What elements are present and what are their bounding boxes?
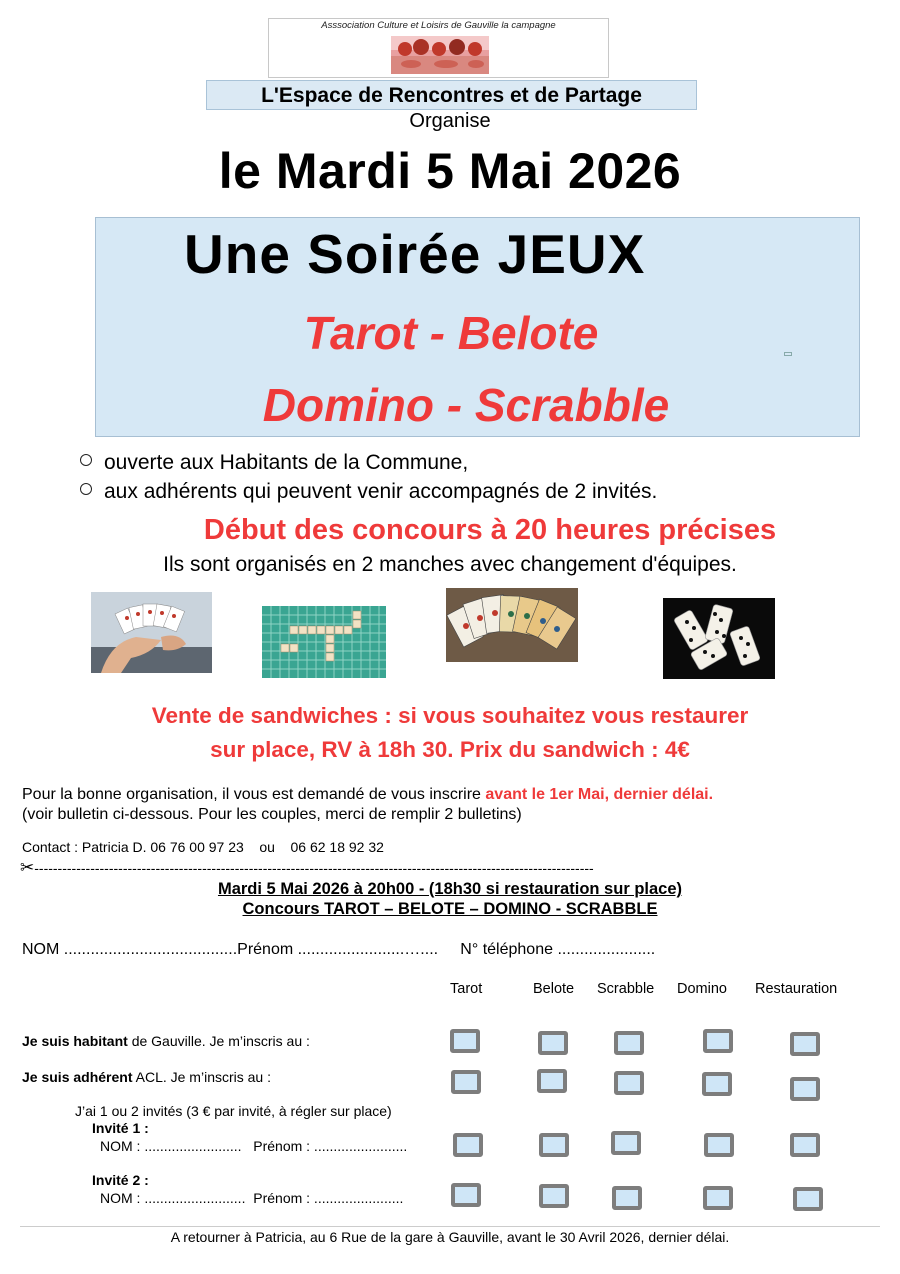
checkbox-habitant-domino[interactable] xyxy=(703,1029,733,1053)
bullet-text: ouverte aux Habitants de la Commune, xyxy=(104,451,469,474)
bullet-text: aux adhérents qui peuvent venir accompagnés de 2 invités. xyxy=(104,480,658,503)
contact-line: Contact : Patricia D. 06 76 00 97 23 ou 06 62 18 92 32 xyxy=(22,839,384,855)
adherent-rest: ACL. Je m’inscris au : xyxy=(132,1069,271,1085)
invites-note: J’ai 1 ou 2 invités (3 € par invité, à régler sur place) xyxy=(75,1103,392,1119)
column-domino: Domino xyxy=(677,981,727,997)
manches-text: Ils sont organisés en 2 manches avec changement d'équipes. xyxy=(163,553,737,576)
checkbox-habitant-scrabble[interactable] xyxy=(614,1031,644,1055)
adherent-line xyxy=(22,1069,271,1085)
dominoes-photo xyxy=(663,598,775,679)
checkbox-habitant-belote[interactable] xyxy=(538,1031,568,1055)
vente-line-1: Vente de sandwiches : si vous souhaitez vous restaurer xyxy=(151,703,749,728)
tarot-cards-photo xyxy=(446,588,578,662)
invite2-fields: NOM : .......................... Prénom : ....................... xyxy=(100,1190,404,1206)
column-tarot: Tarot xyxy=(450,981,483,997)
banner-marker xyxy=(784,352,792,356)
dashes: ------------------------------------------------------------------------------------------------------------------------ xyxy=(34,860,594,876)
checkbox-invite2-belote[interactable] xyxy=(539,1184,569,1208)
bullet-habitants xyxy=(80,451,468,475)
event-date-title: le Mardi 5 Mai 2026 xyxy=(218,143,682,199)
checkbox-adherent-restauration[interactable] xyxy=(790,1077,820,1101)
bullet-circle-icon xyxy=(80,454,92,466)
bullet-circle-icon xyxy=(80,483,92,495)
association-name: Asssociation Culture et Loisirs de Gauville la campagne xyxy=(321,20,556,31)
inscription-deadline: avant le 1er Mai, dernier délai. xyxy=(485,786,714,803)
inscription-text xyxy=(22,786,713,804)
habitant-bold: Je suis habitant xyxy=(22,1033,128,1049)
cut-line xyxy=(20,858,780,878)
checkbox-invite2-tarot[interactable] xyxy=(451,1183,481,1207)
checkbox-habitant-tarot[interactable] xyxy=(450,1029,480,1053)
bullet-adherents xyxy=(80,480,657,504)
organise-text: Organise xyxy=(409,110,491,132)
checkbox-invite1-restauration[interactable] xyxy=(790,1133,820,1157)
card-hand-photo xyxy=(91,592,212,673)
habitant-rest: de Gauville. Je m’inscris au : xyxy=(127,1033,310,1049)
invite1-fields: NOM : ......................... Prénom : ........................ xyxy=(100,1138,408,1154)
inscription-main: Pour la bonne organisation, il vous est demandé de vous inscrire xyxy=(22,786,486,803)
games-line-1: Tarot - Belote xyxy=(303,307,599,359)
checkbox-adherent-tarot[interactable] xyxy=(451,1070,481,1094)
debut-concours: Début des concours à 20 heures précises xyxy=(203,514,777,546)
event-banner xyxy=(95,217,860,437)
checkbox-invite1-domino[interactable] xyxy=(704,1133,734,1157)
scissors-icon: ✂ xyxy=(20,858,35,877)
checkbox-invite1-scrabble[interactable] xyxy=(611,1131,641,1155)
column-scrabble: Scrabble xyxy=(597,981,655,997)
checkbox-habitant-restauration[interactable] xyxy=(790,1032,820,1056)
checkbox-adherent-scrabble[interactable] xyxy=(614,1071,644,1095)
association-header xyxy=(268,18,609,78)
invite2-label: Invité 2 : xyxy=(92,1172,149,1188)
games-line-2: Domino - Scrabble xyxy=(262,379,670,431)
association-logo xyxy=(391,36,489,74)
checkbox-invite2-restauration[interactable] xyxy=(793,1187,823,1211)
column-restauration: Restauration xyxy=(755,981,838,997)
invite1-label: Invité 1 : xyxy=(92,1120,149,1136)
column-belote: Belote xyxy=(533,981,575,997)
nom-prenom-telephone-line: NOM .......................................Prénom ........................….... N° téléphone ...................... xyxy=(22,941,656,958)
banner-title: Une Soirée JEUX xyxy=(184,223,646,285)
form-title-date: Mardi 5 Mai 2026 à 20h00 - (18h30 si restauration sur place) xyxy=(217,880,683,898)
checkbox-invite2-scrabble[interactable] xyxy=(612,1186,642,1210)
footer-return-address: A retourner à Patricia, au 6 Rue de la gare à Gauville, avant le 30 Avril 2026, dernier délai. xyxy=(170,1229,730,1245)
scrabble-board-photo xyxy=(262,606,386,678)
checkbox-invite1-belote[interactable] xyxy=(539,1133,569,1157)
checkbox-adherent-belote[interactable] xyxy=(537,1069,567,1093)
checkbox-invite2-domino[interactable] xyxy=(703,1186,733,1210)
checkbox-adherent-domino[interactable] xyxy=(702,1072,732,1096)
espace-title: L'Espace de Rencontres et de Partage xyxy=(206,80,697,110)
footer-divider xyxy=(20,1226,880,1227)
inscription-note: (voir bulletin ci-dessous. Pour les couples, merci de remplir 2 bulletins) xyxy=(22,806,522,823)
form-title-concours: Concours TAROT – BELOTE – DOMINO - SCRABBLE xyxy=(242,900,658,918)
vente-line-2: sur place, RV à 18h 30. Prix du sandwich : 4€ xyxy=(210,737,690,762)
habitant-line xyxy=(22,1033,310,1049)
adherent-bold: Je suis adhérent xyxy=(22,1069,133,1085)
checkbox-invite1-tarot[interactable] xyxy=(453,1133,483,1157)
